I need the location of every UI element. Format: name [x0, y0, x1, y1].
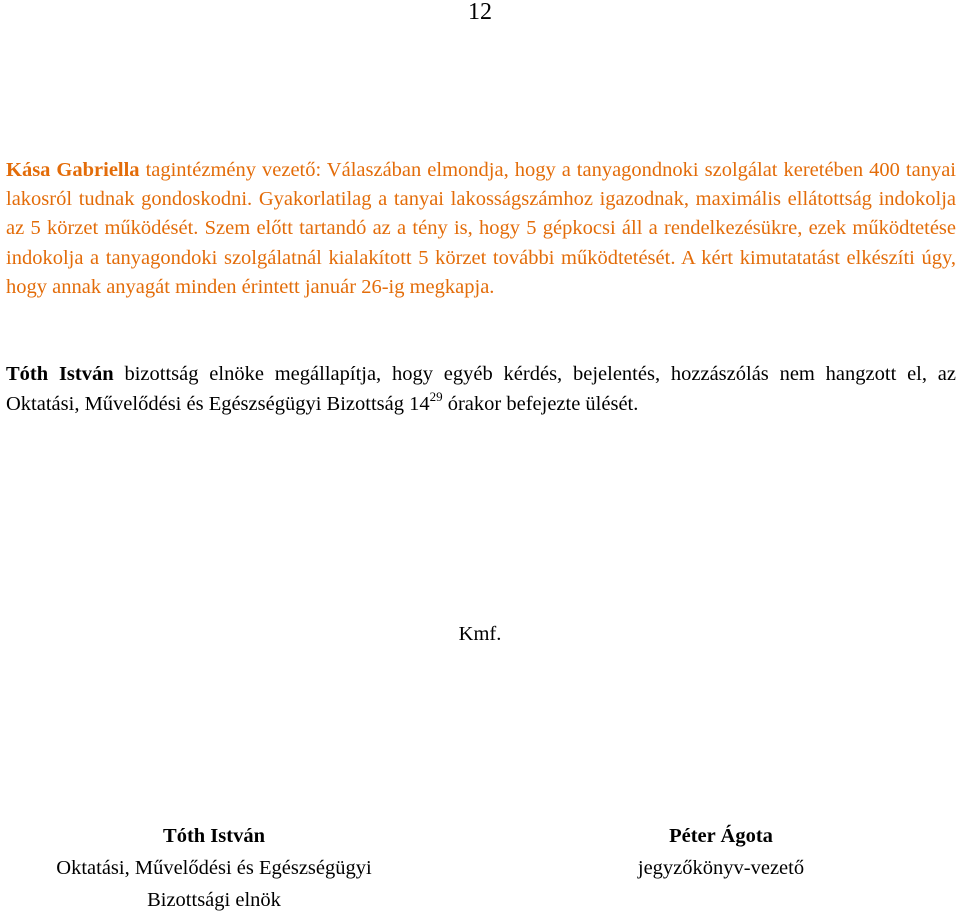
signature-name: Tóth István [163, 825, 265, 847]
signature-recorder [596, 820, 846, 884]
paragraph-toth-istvan [6, 360, 956, 419]
closing-kmf: Kmf. [458, 623, 502, 645]
signature-role: Oktatási, Művelődési és Egészségügyi [56, 857, 372, 879]
signature-name: Péter Ágota [669, 825, 773, 847]
paragraph-text: tagintézmény vezető: Válaszában elmondja, hogy a tanyagondnoki szolgálat keretében 400 tanyai lakosról tudnak gondoskodni. Gyakorlatilag a tanyai lakosságszámhoz igazodnak, maximális ellátottság indokolja az 5 körzet működését. Szem előtt tartandó az a tény is, hogy 5 gépkocsi áll a rendelkezésükre, ezek működtetése indokolja a tanyagondoki szolgálatnál kialakított 5 körzet további működtetését. A kért kimutatatást elkészíti úgy, hogy annak anyagát minden érintett január 26-ig megkapja. [6, 159, 956, 298]
paragraph-text: bizottság elnöke megállapítja, hogy egyéb kérdés, bejelentés, hozzászólás nem hangzott el, az Oktatási, Művelődési és Egészségügyi Bizottság [6, 363, 957, 415]
speaker-name: Kása Gabriella [6, 159, 140, 181]
page-number: 12 [468, 0, 492, 25]
paragraph-kasa-gabriella [6, 156, 956, 302]
signature-role: jegyzőkönyv-vezető [637, 857, 805, 879]
closing-time-hour: 14 [409, 392, 430, 415]
closing-time-minute: 29 [429, 388, 443, 404]
paragraph-text-end: órakor befejezte ülését. [442, 392, 639, 415]
signature-role: Bizottsági elnök [147, 889, 281, 911]
speaker-name: Tóth István [6, 363, 114, 385]
signature-chairman [10, 820, 418, 916]
